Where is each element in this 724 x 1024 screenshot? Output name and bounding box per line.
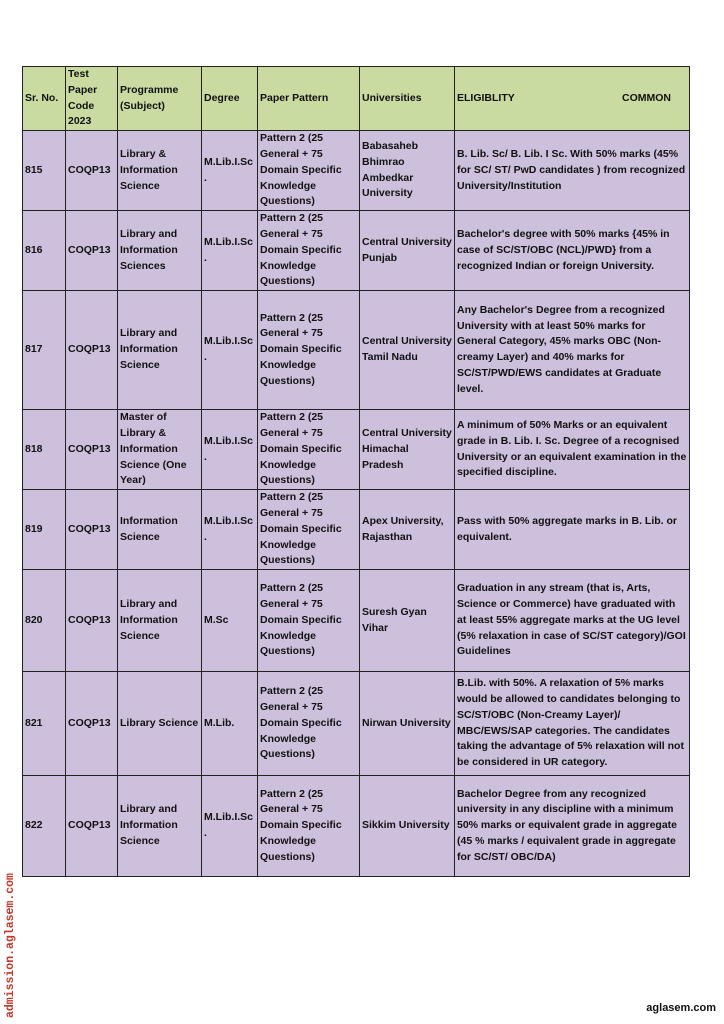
cell-sr-no: 820 <box>23 570 66 672</box>
cell-paper-pattern: Pattern 2 (25 General + 75 Domain Specific Knowledge Questions) <box>258 570 360 672</box>
cell-paper-pattern: Pattern 2 (25 General + 75 Domain Specific Knowledge Questions) <box>258 672 360 776</box>
cell-paper-pattern: Pattern 2 (25 General + 75 Domain Specific Knowledge Questions) <box>258 490 360 570</box>
cell-test-paper-code: COQP13 <box>66 570 118 672</box>
table-row <box>23 570 690 672</box>
cell-programme: Library & Information Science <box>118 131 202 211</box>
cell-paper-pattern: Pattern 2 (25 General + 75 Domain Specific Knowledge Questions) <box>258 291 360 410</box>
cell-sr-no: 817 <box>23 291 66 410</box>
cell-sr-no: 818 <box>23 410 66 490</box>
cell-degree: M.Lib.I.Sc . <box>202 410 258 490</box>
cell-university: Central University Tamil Nadu <box>360 291 455 410</box>
table-header-row <box>23 67 690 131</box>
cell-sr-no: 821 <box>23 672 66 776</box>
cell-degree: M.Lib.I.Sc . <box>202 490 258 570</box>
cell-test-paper-code: COQP13 <box>66 291 118 410</box>
header-paper-pattern: Paper Pattern <box>258 67 360 131</box>
cell-degree: M.Lib.I.Sc . <box>202 776 258 877</box>
cell-university: Sikkim University <box>360 776 455 877</box>
cell-paper-pattern: Pattern 2 (25 General + 75 Domain Specific Knowledge Questions) <box>258 131 360 211</box>
cell-sr-no: 816 <box>23 211 66 291</box>
header-eligibility-label: ELIGIBLITY <box>457 91 515 104</box>
cell-eligibility: Bachelor's degree with 50% marks {45% in case of SC/ST/OBC (NCL)/PWD} from a recognized Indian or foreign University. <box>455 211 690 291</box>
cell-paper-pattern: Pattern 2 (25 General + 75 Domain Specific Knowledge Questions) <box>258 776 360 877</box>
cell-sr-no: 822 <box>23 776 66 877</box>
table-row <box>23 211 690 291</box>
cell-test-paper-code: COQP13 <box>66 776 118 877</box>
cell-paper-pattern: Pattern 2 (25 General + 75 Domain Specific Knowledge Questions) <box>258 211 360 291</box>
cell-eligibility: A minimum of 50% Marks or an equivalent grade in B. Lib. I. Sc. Degree of a recognised University or an equivalent examination in the specified discipline. <box>455 410 690 490</box>
header-programme: Programme (Subject) <box>118 67 202 131</box>
cell-eligibility: Graduation in any stream (that is, Arts, Science or Commerce) have graduated with at least 55% aggregate marks at the UG level (5% relaxation in case of SC/ST category)/GOI Guidelines <box>455 570 690 672</box>
cell-test-paper-code: COQP13 <box>66 211 118 291</box>
cell-programme: Master of Library & Information Science (One Year) <box>118 410 202 490</box>
cell-eligibility: Pass with 50% aggregate marks in B. Lib. or equivalent. <box>455 490 690 570</box>
table-row <box>23 410 690 490</box>
table-row <box>23 490 690 570</box>
cell-eligibility: Any Bachelor's Degree from a recognized University with at least 50% marks for General Category, 45% marks OBC (Non-creamy Layer) and 40% marks for SC/ST/PWD/EWS candidates at Graduate level. <box>455 291 690 410</box>
cell-degree: M.Lib. <box>202 672 258 776</box>
cell-university: Central University Punjab <box>360 211 455 291</box>
cell-paper-pattern: Pattern 2 (25 General + 75 Domain Specific Knowledge Questions) <box>258 410 360 490</box>
programme-table <box>22 66 690 877</box>
header-common-label: COMMON <box>622 91 671 104</box>
cell-university: Nirwan University <box>360 672 455 776</box>
cell-test-paper-code: COQP13 <box>66 410 118 490</box>
cell-university: Central University Himachal Pradesh <box>360 410 455 490</box>
cell-university: Apex University, Rajasthan <box>360 490 455 570</box>
cell-university: Babasaheb Bhimrao Ambedkar University <box>360 131 455 211</box>
cell-programme: Information Science <box>118 490 202 570</box>
header-degree: Degree <box>202 67 258 131</box>
cell-degree: M.Lib.I.Sc . <box>202 291 258 410</box>
cell-programme: Library and Information Science <box>118 776 202 877</box>
cell-degree: M.Lib.I.Sc . <box>202 211 258 291</box>
cell-degree: M.Lib.I.Sc . <box>202 131 258 211</box>
cell-sr-no: 815 <box>23 131 66 211</box>
table-row <box>23 291 690 410</box>
cell-programme: Library Science <box>118 672 202 776</box>
cell-degree: M.Sc <box>202 570 258 672</box>
cell-sr-no: 819 <box>23 490 66 570</box>
cell-programme: Library and Information Science <box>118 291 202 410</box>
table-row <box>23 776 690 877</box>
cell-university: Suresh Gyan Vihar <box>360 570 455 672</box>
cell-eligibility: B.Lib. with 50%. A relaxation of 5% marks would be allowed to candidates belonging to SC/ST/OBC (Non-Creamy Layer)/ MBC/EWS/SAP categories. The candidates taking the advantage of 5% relaxation will not be considered in UR category. <box>455 672 690 776</box>
watermark-text: admission.aglasem.com <box>4 873 17 1018</box>
cell-programme: Library and Information Science <box>118 570 202 672</box>
footer-brand: aglasem.com <box>646 1002 716 1014</box>
side-watermark <box>2 830 16 1020</box>
header-eligibility <box>455 67 690 131</box>
header-sr-no: Sr. No. <box>23 67 66 131</box>
header-universities: Universities <box>360 67 455 131</box>
cell-test-paper-code: COQP13 <box>66 131 118 211</box>
cell-programme: Library and Information Sciences <box>118 211 202 291</box>
table-row <box>23 672 690 776</box>
cell-test-paper-code: COQP13 <box>66 490 118 570</box>
cell-eligibility: Bachelor Degree from any recognized university in any discipline with a minimum 50% marks or equivalent grade in aggregate (45 % marks / equivalent grade in aggregate for SC/ST/ OBC/DA) <box>455 776 690 877</box>
cell-test-paper-code: COQP13 <box>66 672 118 776</box>
header-test-paper-code: Test Paper Code 2023 <box>66 67 118 131</box>
table-row <box>23 131 690 211</box>
cell-eligibility: B. Lib. Sc/ B. Lib. I Sc. With 50% marks (45% for SC/ ST/ PwD candidates ) from recognized University/Institution <box>455 131 690 211</box>
